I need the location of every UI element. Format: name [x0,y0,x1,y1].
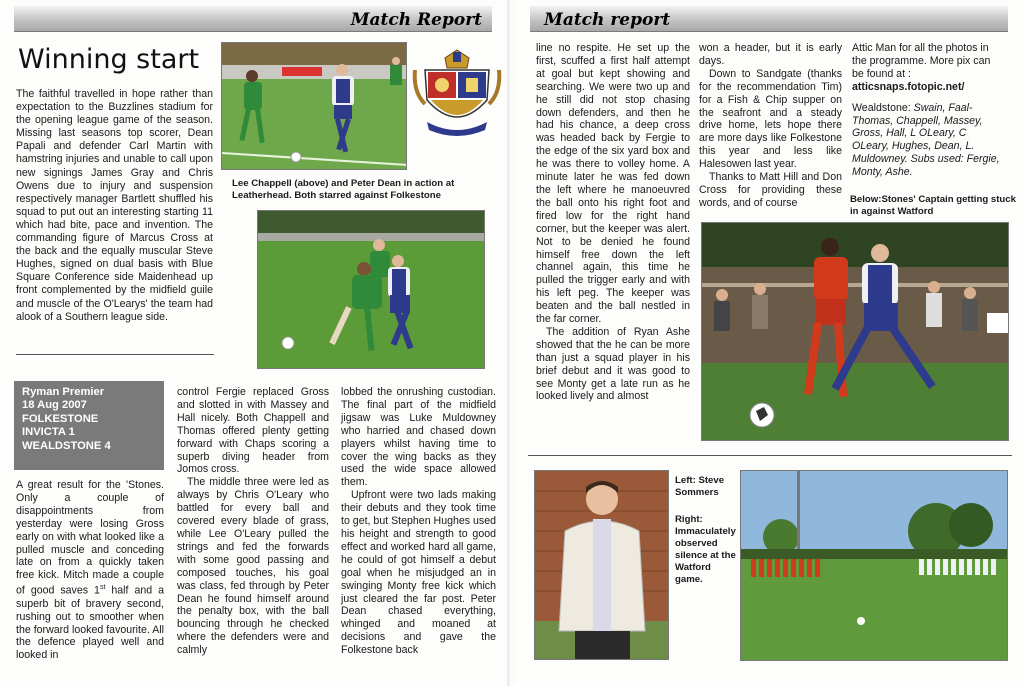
right-col1-paragraph-2: The addition of Ryan Ashe showed that the he can be more than just a squad player in his brief debut and it was good to see Monty get a late run as he looked lively and almost [536,325,690,403]
right-column-2 [699,42,842,210]
photo-stones-captain [701,222,1009,441]
team-sheet [852,102,1004,179]
col2-paragraph-1: control Fergie replaced Gross and slotted in with Massey and Hall nicely. Both Chappell and Thomas offered plenty getting forward with Chaps scoring a superb diving header from Jomos cross. [177,386,329,476]
col1-paragraph [16,479,164,662]
photos-link[interactable]: atticsnaps.fotopic.net/ [852,80,965,93]
left-header-bar [14,6,492,32]
col1-superscript: st [99,584,106,592]
steve-sommers-caption: Left: Steve Sommers [675,475,725,498]
silence-caption: Right: Immaculately observed silence at the Watford game. [675,514,736,585]
photo-watford-silence-image [741,471,1008,661]
col3-paragraph-2: Upfront were two lads making their debuts and they took time to get, but Stephen Hughes used his height and strength to good effect and worked hard all game, he could of got himself a debut goal when he misjudged an in swinging Monty free kick which just cleared the far post. Peter Dean chased everything, whinged and moaned at decisions and gave the Folkestone back [341,489,496,657]
col1-text-a: A great result for the 'Stones. Only a couple of disappointments from yesterday were losing Gross early on with what looked like a pulled muscle and conceding late on from a quickly taken free kick. Mitch made a couple of good saves 1 [16,479,164,597]
photo-stones-captain-image [702,223,1009,441]
left-photo-caption: Lee Chappell (above) and Peter Dean in action at Leatherhead. Both starred against Folkestone [232,178,455,201]
club-crest-icon [411,48,503,138]
right-divider [528,455,1012,456]
photo-credit [852,42,1004,94]
right-column-1 [536,42,690,403]
report-column-2 [177,386,329,657]
col1-text-b: half and a superb bit of bravery second, rushing out to smoother when the forward looked favourite. All the defence played well and looked in [16,584,164,662]
right-header-bar [530,6,1008,32]
right-photo-caption: Below:Stones' Captain getting stuck in against Watford [850,194,1016,217]
info-date: 18 Aug 2007 [22,399,87,412]
info-home-score: INVICTA 1 [22,426,75,439]
left-divider [16,354,214,355]
report-column-3 [341,386,496,657]
report-column-1 [16,479,164,662]
photo-steve-sommers [534,470,669,660]
match-info-box [14,381,164,470]
right-col2-paragraph-1: won a header, but it is early days. [699,42,842,67]
info-home-team: FOLKESTONE [22,412,99,425]
right-col1-paragraph-1: line no respite. He set up the first, scuffed a first half attempt at goal but kept showing and searching. We were two up and he still did not stop chasing down defenders, and then he had his chance, a deep cross was headed back by Fergie to the edge of the six yard box and he was there to volley home. A minute later he was fed down the left where he manoeuvred the ball onto his right foot and fired low for the right hand corner, but the keeper was alert. Not to be denied he found himself free down the left channel again, this time he pulled the trigger early and with his left peg. The keeper was beaten and the ball nestled in the far corner. [536,42,690,326]
team-label: Wealdstone: [852,101,914,114]
col3-paragraph-1: lobbed the onrushing custodian. The final part of the midfield jigsaw was Luke Muldowney who harried and chased down players whilst having time to cover the wing backs as they used the wide space allowed them. [341,386,496,489]
headline: Winning start [18,44,200,75]
intro-text [16,88,213,324]
left-page [0,0,510,686]
right-header-title: Match report [544,10,671,30]
photo-peter-dean [257,210,485,369]
right-page [514,0,1024,686]
right-col2-paragraph-2: Down to Sandgate (thanks for the recommendation Tim) for a Fish & Chip supper on the seafront and a steady drive home, lets hope there are more days like Folkestone this year and less like Halesowen last year. [699,67,842,171]
photo-peter-dean-image [258,211,485,369]
photo-lee-chappell [221,42,407,170]
info-league: Ryman Premier [22,386,105,398]
info-away-score: WEALDSTONE 4 [22,439,111,452]
right-col2-paragraph-3: Thanks to Matt Hill and Don Cross for providing these words, and of course [699,171,842,209]
photo-steve-sommers-image [535,471,669,660]
photo-watford-silence [740,470,1008,661]
right-column-3 [852,42,1004,179]
col2-paragraph-2: The middle three were led as always by Chris O'Leary who battled for every ball and covered every blade of grass, while Lee O'Leary pulled the strings and fed the forwards with some good passing and composed touches, his goal was class, fed through by Peter Dean he found himself around the penalty box, with the ball bouncing through he checked where the defenders were and calmly [177,476,329,657]
photo-credit-text: Attic Man for all the photos in the programme. More pix can be found at : [852,42,991,80]
intro-paragraph: The faithful travelled in hope rather than expectation to the Buzzlines stadium for the opening league game of the season. Missing last seasons top scorer, Dean Papali and defender Carl Martin with hamstring injuries and unable to call upon new signings James Gray and Chris Owens due to injury and suspension respectively manager Bartlett shuffled his squad to put out an interesting starting 11 which had bite, pace and invention. The commanding figure of Marcus Cross at the back and the equally muscular Steve Hughes, signed on dual basis with Blue Square Conference side Maidenhead up front complemented by the midfield guile and muscle of the O'Learys' the team had alook of a Southern league side. [16,88,213,323]
left-header-title: Match Report [350,10,482,30]
photo-lee-chappell-image [222,43,407,170]
team-list: Swain, Faal-Thomas, Chappell, Massey, Gross, Hall, L OLeary, C OLeary, Hughes, Dean, L. Muldowney. Subs used: Fergie, Monty, Ashe. [852,101,1000,179]
